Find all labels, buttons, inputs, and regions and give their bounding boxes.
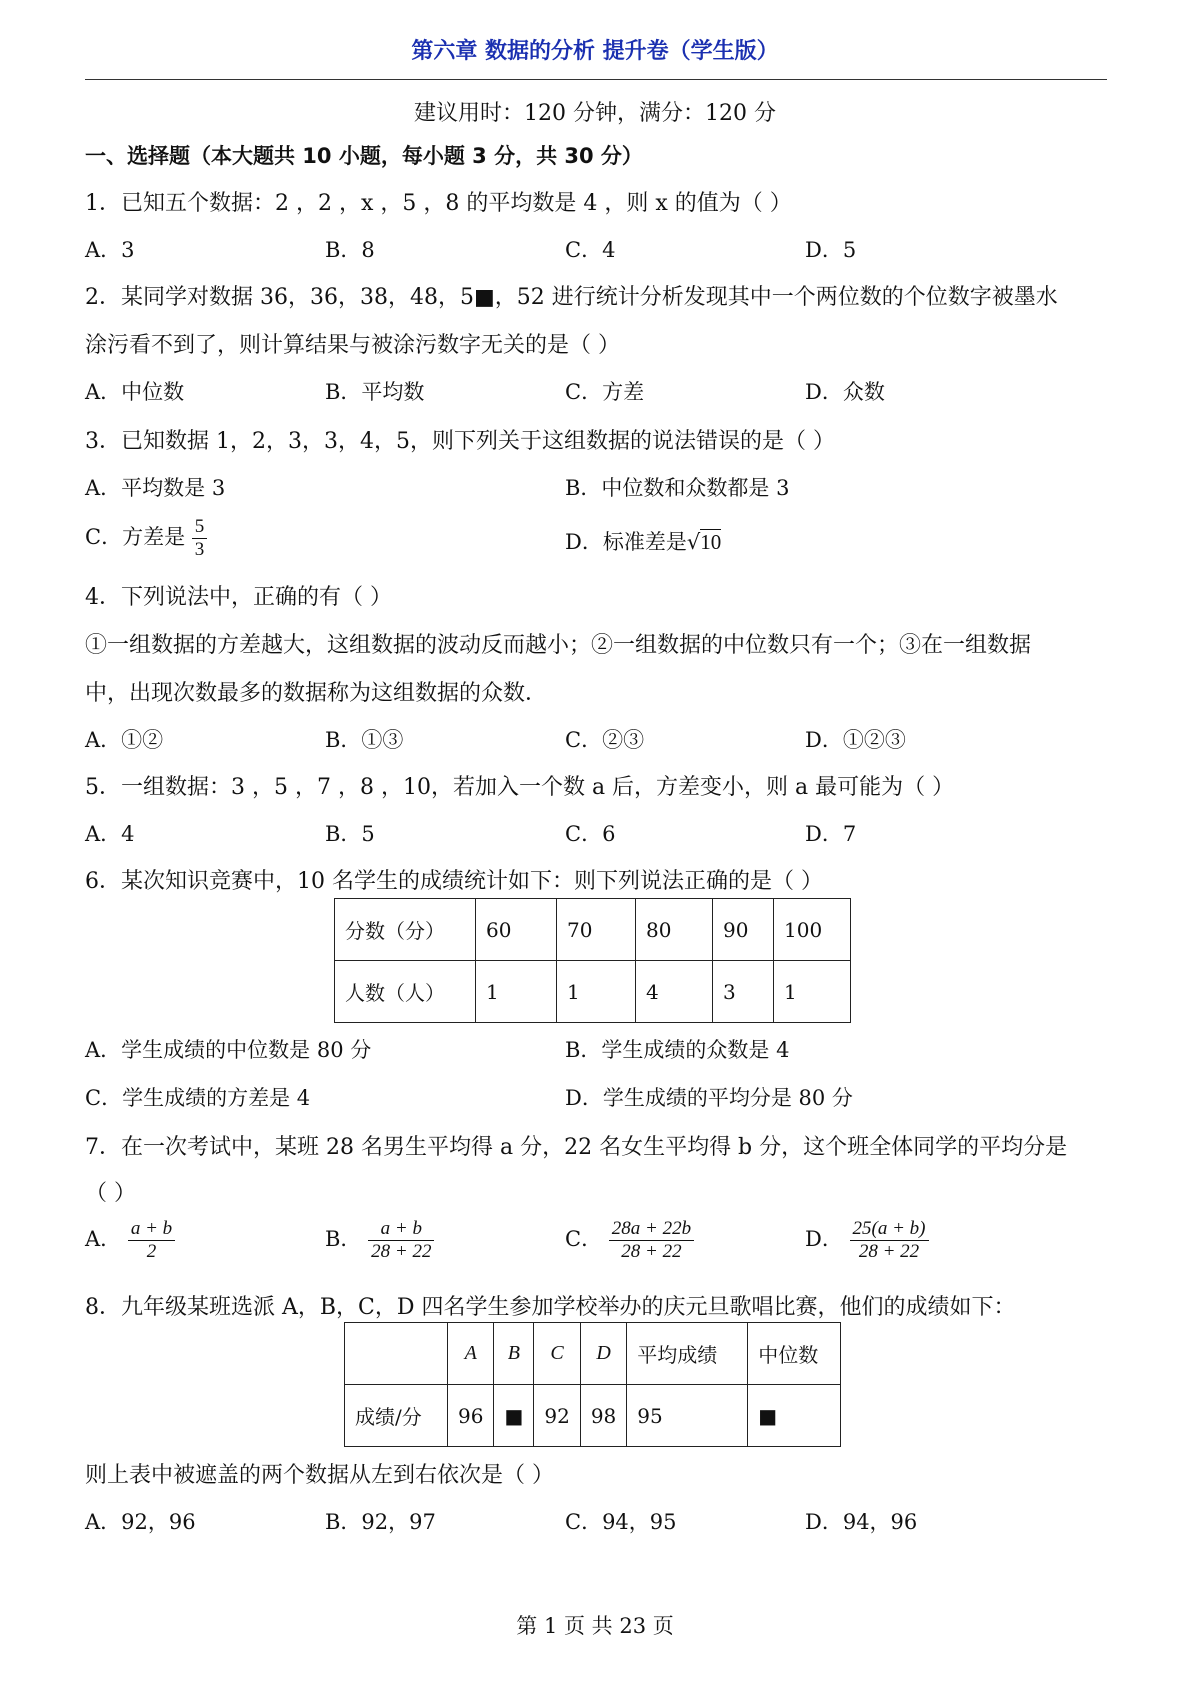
sqrt-radicand: 10 — [700, 530, 722, 554]
score-distribution-table — [334, 898, 851, 1023]
fraction-numerator: 5 — [192, 516, 208, 539]
q5-option-d: D．7 — [805, 822, 857, 846]
exam-info: 建议用时：120 分钟，满分：120 分 — [414, 101, 776, 126]
q7-option-b-label: B． — [325, 1226, 362, 1251]
table-cell: 平均成绩 — [627, 1323, 748, 1385]
table-row — [345, 1323, 841, 1385]
page-title: 第六章 数据的分析 提升卷（学生版） — [411, 39, 779, 64]
q2-option-b: B．平均数 — [325, 380, 425, 404]
question-8-stem: 8．九年级某班选派 A，B，C，D 四名学生参加学校举办的庆元旦歌唱比赛，他们的成绩如下： — [85, 1295, 1016, 1320]
q5-option-c: C．6 — [565, 822, 616, 846]
table-cell: 95 — [627, 1385, 748, 1447]
q3-option-d-label: D．标准差是 — [565, 530, 687, 554]
q3-option-b: B．中位数和众数都是 3 — [565, 476, 790, 500]
singer-score-table — [344, 1322, 841, 1447]
table-cell: 60 — [476, 899, 557, 961]
question-7-stem-line1: 7．在一次考试中，某班 28 名男生平均得 a 分，22 名女生平均得 b 分，这个班全体同学的平均分是 — [85, 1135, 1068, 1160]
table-cell: 成绩/分 — [345, 1385, 448, 1447]
table-cell: B — [494, 1323, 534, 1385]
table-cell: 3 — [713, 961, 774, 1023]
table-cell: 98 — [580, 1385, 626, 1447]
q8-option-a: A．92，96 — [85, 1510, 196, 1534]
table-cell: 1 — [774, 961, 851, 1023]
table-cell: 分数（分） — [335, 899, 476, 961]
q4-statements-line1: ①一组数据的方差越大，这组数据的波动反而越小；②一组数据的中位数只有一个；③在一组数据 — [85, 633, 1032, 658]
q3-option-c — [85, 516, 207, 561]
fraction-numerator: 25(a + b) — [850, 1218, 929, 1241]
q2-option-c: C．方差 — [565, 380, 645, 404]
q7-option-b-fraction — [368, 1218, 434, 1263]
table-cell: 100 — [774, 899, 851, 961]
q3-option-c-label: C．方差是 — [85, 524, 186, 549]
question-5-stem: 5．一组数据：3 ，5 ，7 ，8 ，10，若加入一个数 a 后，方差变小，则 a 最可能为（ ） — [85, 775, 955, 800]
fraction-denominator: 3 — [194, 538, 205, 560]
q8-option-c: C．94，95 — [565, 1510, 677, 1534]
fraction-numerator: a + b — [368, 1218, 434, 1241]
q7-option-c — [565, 1218, 694, 1263]
q4-statements-line2: 中，出现次数最多的数据称为这组数据的众数． — [85, 681, 548, 706]
fraction-numerator: 28a + 22b — [609, 1218, 694, 1241]
q4-option-c: C．②③ — [565, 728, 645, 752]
table-cell: ■ — [748, 1385, 841, 1447]
question-2-stem-line1: 2．某同学对数据 36，36，38，48，5■，52 进行统计分析发现其中一个两位数的个位数字被墨水 — [85, 285, 1058, 310]
q6-option-a: A．学生成绩的中位数是 80 分 — [85, 1038, 372, 1062]
q6-option-c: C．学生成绩的方差是 4 — [85, 1086, 311, 1110]
fraction-denominator: 28 + 22 — [371, 1240, 432, 1262]
q7-option-a-label: A． — [85, 1226, 122, 1251]
q5-option-a: A．4 — [85, 822, 135, 846]
q4-option-a: A．①② — [85, 728, 164, 752]
fraction-denominator: 28 + 22 — [858, 1240, 920, 1262]
q8-option-d: D．94，96 — [805, 1510, 918, 1534]
table-cell: 1 — [557, 961, 636, 1023]
q7-option-d-label: D． — [805, 1226, 843, 1251]
question-1-stem: 1．已知五个数据：2 ，2 ，x ，5 ，8 的平均数是 4 ，则 x 的值为（ ） — [85, 191, 792, 216]
table-cell: 人数（人） — [335, 961, 476, 1023]
question-6-stem: 6．某次知识竞赛中，10 名学生的成绩统计如下：则下列说法正确的是（ ） — [85, 869, 823, 894]
question-3-stem: 3．已知数据 1，2，3，3，4，5，则下列关于这组数据的说法错误的是（ ） — [85, 429, 835, 454]
table-cell: 92 — [534, 1385, 580, 1447]
table-cell: 70 — [557, 899, 636, 961]
q3-option-a: A．平均数是 3 — [85, 476, 226, 500]
header-rule — [85, 79, 1107, 80]
section-heading: 一、选择题（本大题共 10 小题，每小题 3 分，共 30 分） — [85, 144, 643, 168]
q1-option-a: A．3 — [85, 238, 135, 262]
table-cell: 4 — [636, 961, 713, 1023]
fraction-numerator: a + b — [128, 1218, 175, 1241]
q7-option-a-fraction — [128, 1218, 175, 1263]
q7-option-d-fraction — [850, 1218, 929, 1263]
sqrt-icon: √ — [686, 530, 701, 554]
table-cell: 中位数 — [748, 1323, 841, 1385]
q7-option-b — [325, 1218, 434, 1263]
q6-option-d: D．学生成绩的平均分是 80 分 — [565, 1086, 853, 1110]
question-4-stem: 4．下列说法中，正确的有（ ） — [85, 585, 392, 610]
q2-option-a: A．中位数 — [85, 380, 185, 404]
table-cell: 80 — [636, 899, 713, 961]
table-cell: A — [448, 1323, 494, 1385]
q5-option-b: B．5 — [325, 822, 375, 846]
table-cell: C — [534, 1323, 580, 1385]
q1-option-d: D．5 — [805, 238, 857, 262]
q1-option-b: B．8 — [325, 238, 375, 262]
question-2-stem-line2: 涂污看不到了，则计算结果与被涂污数字无关的是（ ） — [85, 333, 620, 358]
table-cell: 96 — [448, 1385, 494, 1447]
fraction-denominator: 28 + 22 — [621, 1240, 682, 1262]
question-7-stem-line2: （ ） — [85, 1181, 136, 1206]
question-8-followup: 则上表中被遮盖的两个数据从左到右依次是（ ） — [85, 1463, 554, 1488]
table-cell: 90 — [713, 899, 774, 961]
q6-option-b: B．学生成绩的众数是 4 — [565, 1038, 790, 1062]
five-thirds-fraction — [192, 516, 208, 561]
q1-option-c: C．4 — [565, 238, 616, 262]
q7-option-c-fraction — [609, 1218, 694, 1263]
q3-option-d — [565, 526, 721, 556]
page-number: 第 1 页 共 23 页 — [516, 1614, 674, 1638]
table-cell: 1 — [476, 961, 557, 1023]
q4-option-d: D．①②③ — [805, 728, 906, 752]
q7-option-d — [805, 1218, 929, 1263]
table-cell: ■ — [494, 1385, 534, 1447]
q4-option-b: B．①③ — [325, 728, 404, 752]
table-row — [345, 1385, 841, 1447]
table-cell — [345, 1323, 448, 1385]
q8-option-b: B．92，97 — [325, 1510, 436, 1534]
fraction-denominator: 2 — [146, 1240, 157, 1262]
table-cell: D — [580, 1323, 626, 1385]
q7-option-c-label: C． — [565, 1226, 603, 1251]
q2-option-d: D．众数 — [805, 380, 885, 404]
q7-option-a — [85, 1218, 175, 1263]
table-row — [335, 961, 851, 1023]
table-row — [335, 899, 851, 961]
